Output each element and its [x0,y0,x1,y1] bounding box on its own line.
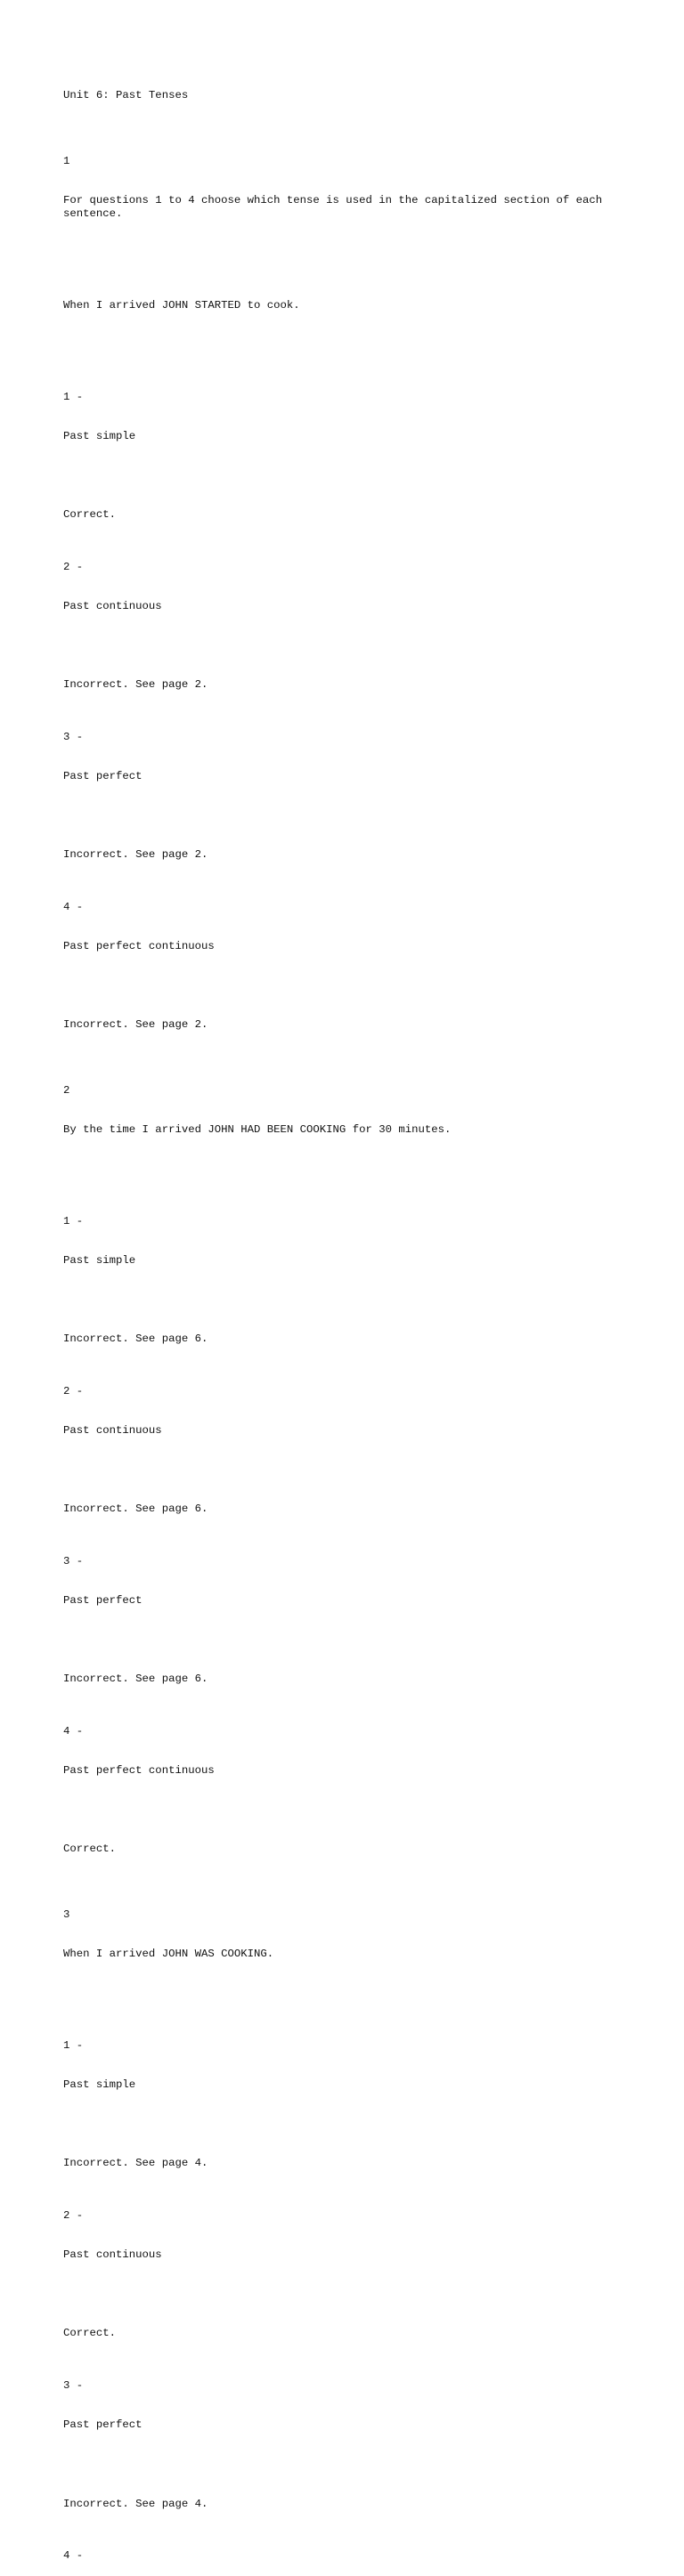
option-number: 2 - [63,560,84,573]
option-number: 4 - [63,2549,84,2563]
option-feedback: Correct. [63,2327,117,2340]
option-feedback: Correct. [63,507,117,521]
option-text[interactable]: Past perfect continuous [63,940,215,953]
question-number: 1 [63,154,70,167]
question-instructions: For questions 1 to 4 choose which tense is used in the capitalized section of each sentence. [63,194,609,220]
option-text[interactable]: Past simple [63,1253,136,1267]
option-number: 1 - [63,2038,84,2052]
option-number: 2 - [63,2209,84,2223]
option-text[interactable]: Past perfect [63,1594,142,1608]
option-text[interactable]: Past continuous [63,1424,162,1437]
option-number: 3 - [63,2379,84,2393]
option-number: 1 - [63,390,84,403]
question-sentence: When I arrived JOHN STARTED to cook. [63,298,300,312]
option-feedback: Incorrect. See page 2. [63,1018,208,1032]
document-body [63,63,633,2576]
option-text[interactable]: Past simple [63,2078,136,2092]
option-number: 3 - [63,1555,84,1568]
option-feedback: Incorrect. See page 4. [63,2497,208,2510]
question-number: 2 [63,1083,70,1097]
option-feedback: Incorrect. See page 2. [63,848,208,862]
option-number: 4 - [63,900,84,913]
option-number: 2 - [63,1384,84,1397]
option-text[interactable]: Past perfect [63,769,142,782]
option-feedback: Incorrect. See page 4. [63,2157,208,2170]
question-number: 3 [63,1908,70,1921]
option-text[interactable]: Past perfect continuous [63,1764,215,1778]
option-number: 3 - [63,730,84,743]
option-feedback: Incorrect. See page 6. [63,1333,208,1346]
option-feedback: Correct. [63,1843,117,1856]
option-feedback: Incorrect. See page 2. [63,677,208,691]
option-text[interactable]: Past continuous [63,599,162,612]
option-text[interactable]: Past simple [63,429,136,442]
question-sentence: By the time I arrived JOHN HAD BEEN COOKING for 30 minutes. [63,1122,452,1136]
option-number: 4 - [63,1725,84,1738]
option-number: 1 - [63,1214,84,1227]
question-sentence: When I arrived JOHN WAS COOKING. [63,1948,274,1961]
option-text[interactable]: Past continuous [63,2248,162,2262]
option-feedback: Incorrect. See page 6. [63,1503,208,1516]
option-text[interactable]: Past perfect [63,2418,142,2432]
page-title: Unit 6: Past Tenses [63,89,189,102]
option-feedback: Incorrect. See page 6. [63,1673,208,1686]
